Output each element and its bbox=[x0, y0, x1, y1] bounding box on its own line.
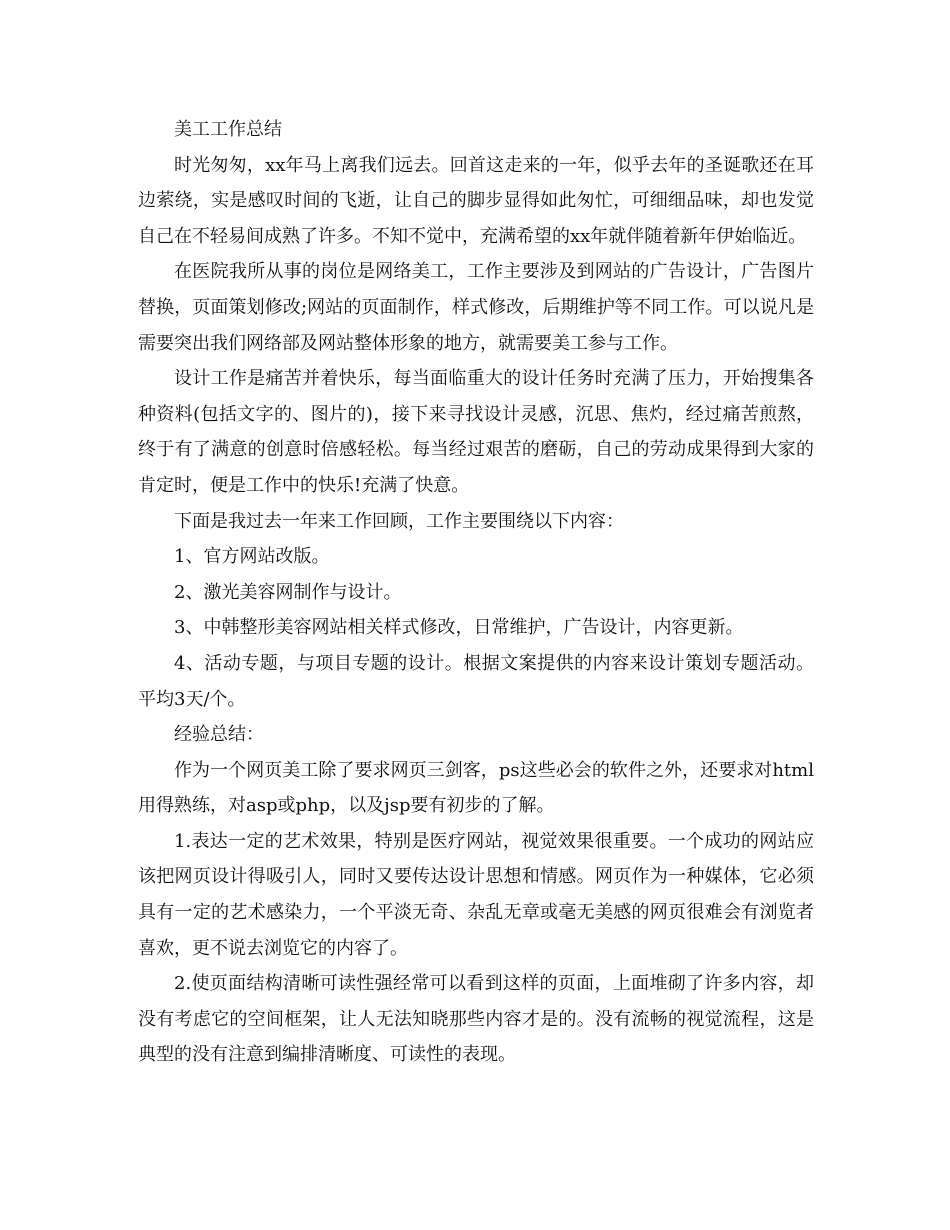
paragraph-point-2: 2.使页面结构清晰可读性强经常可以看到这样的页面，上面堆砌了许多内容，却没有考虑它的空间框架，让人无法知晓那些内容才是的。没有流畅的视觉流程，这是典型的没有注意到编排清晰度、可读性的表现。 bbox=[138, 973, 814, 1066]
paragraph-skills: 作为一个网页美工除了要求网页三剑客，ps这些必会的软件之外，还要求对html用得熟练，对asp或php，以及jsp要有初步的了解。 bbox=[138, 759, 814, 817]
list-item-4: 4、活动专题，与项目专题的设计。根据文案提供的内容来设计策划专题活动。平均3天/个。 bbox=[138, 652, 814, 710]
list-item-3: 3、中韩整形美容网站相关样式修改，日常维护，广告设计，内容更新。 bbox=[174, 617, 744, 639]
paragraph-position: 在医院我所从事的岗位是网络美工，工作主要涉及到网站的广告设计，广告图片替换，页面策划修改;网站的页面制作，样式修改，后期维护等不同工作。可以说凡是需要突出我们网络部及网站整体形象的地方，就需要美工参与工作。 bbox=[138, 261, 814, 354]
document-title: 美工工作总结 bbox=[174, 119, 282, 140]
document-body bbox=[138, 112, 814, 1073]
section-heading-experience: 经验总结： bbox=[174, 724, 264, 746]
list-item-2: 2、激光美容网制作与设计。 bbox=[174, 581, 402, 603]
paragraph-point-1: 1.表达一定的艺术效果，特别是医疗网站，视觉效果很重要。一个成功的网站应该把网页设计得吸引人，同时又要传达设计思想和情感。网页作为一种媒体，它必须具有一定的艺术感染力，一个平淡无奇、杂乱无章或毫无美感的网页很难会有浏览者喜欢，更不说去浏览它的内容了。 bbox=[138, 830, 814, 959]
paragraph-intro: 时光匆匆，xx年马上离我们远去。回首这走来的一年，似乎去年的圣诞歌还在耳边萦绕，实是感叹时间的飞逝，让自己的脚步显得如此匆忙，可细细品味，却也发觉自己在不轻易间成熟了许多。不知不觉中，充满希望的xx年就伴随着新年伊始临近。 bbox=[138, 154, 814, 247]
list-item-1: 1、官方网站改版。 bbox=[174, 546, 330, 568]
paragraph-review-intro: 下面是我过去一年来工作回顾，工作主要围绕以下内容： bbox=[174, 510, 624, 532]
paragraph-design-work: 设计工作是痛苦并着快乐，每当面临重大的设计任务时充满了压力，开始搜集各种资料(包括文字的、图片的)，接下来寻找设计灵感，沉思、焦灼，经过痛苦煎熬，终于有了满意的创意时倍感轻松。每当经过艰苦的磨砺，自己的劳动成果得到大家的肯定时，便是工作中的快乐!充满了快意。 bbox=[138, 368, 814, 496]
